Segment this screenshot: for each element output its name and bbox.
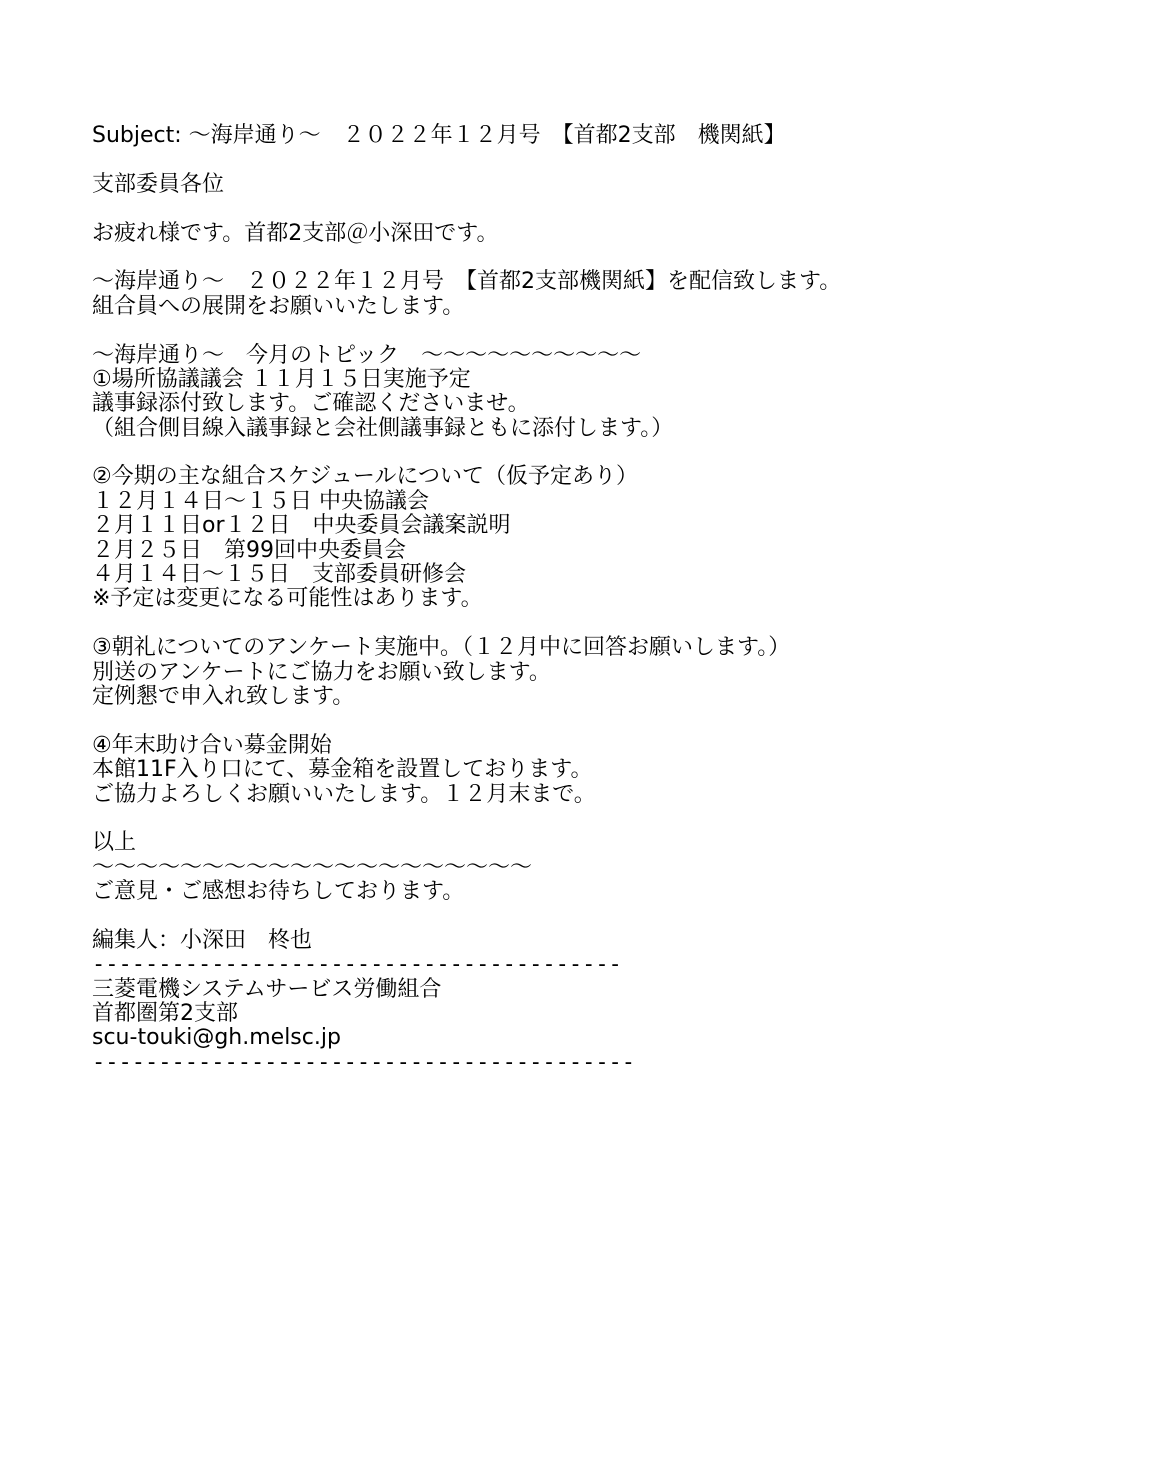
topic1-line: 議事録添付致します。ご確認くださいませ。 <box>92 391 530 417</box>
topic2-title: ②今期の主な組合スケジュールについて（仮予定あり） <box>92 464 638 490</box>
blank-line <box>92 246 1152 270</box>
signature-separator-top: ---------------------------------------- <box>92 952 622 978</box>
topic3-title: ③朝礼についてのアンケート実施中。（１２月中に回答お願いします。） <box>92 635 791 661</box>
feedback-line: ご意見・ご感想お待ちしております。 <box>92 879 465 905</box>
blank-line <box>92 197 1152 221</box>
topic1-title: ①場所協議議会 １１月１５日実施予定 <box>92 366 471 392</box>
blank-line <box>92 709 1152 733</box>
topic1-line: （組合側目線入議事録と会社側議事録ともに添付します。） <box>92 415 674 441</box>
signature-branch: 首都圏第2支部 <box>92 1001 238 1027</box>
greeting: 支部委員各位 <box>92 171 225 197</box>
topic3-line: 定例懇で申入れ致します。 <box>92 683 355 709</box>
topic4-line: ご協力よろしくお願いいたします。１２月末まで。 <box>92 781 596 807</box>
schedule-item: １２月１４日～１５日 中央協議会 <box>92 488 429 514</box>
topic4-title: ④年末助け合い募金開始 <box>92 732 332 758</box>
signature-org: 三菱電機システムサービス労働組合 <box>92 976 442 1002</box>
blank-line <box>92 148 1152 172</box>
signature-email: scu-touki@gh.melsc.jp <box>92 1025 341 1051</box>
schedule-item: ２月１１日or１２日 中央委員会議案説明 <box>92 513 511 539</box>
schedule-item: ４月１４日～１５日 支部委員研修会 <box>92 562 467 588</box>
editor-line: 編集人：小深田 柊也 <box>92 927 313 953</box>
email-subject: Subject: ～海岸通り～ ２０２２年１２月号 【首都2支部 機関紙】 <box>92 123 786 148</box>
topic4-line: 本館11F入り口にて、募金箱を設置しております。 <box>92 757 593 783</box>
blank-line <box>92 905 1152 929</box>
schedule-item: ２月２５日 第99回中央委員会 <box>92 537 406 563</box>
schedule-note: ※予定は変更になる可能性はあります。 <box>92 586 483 612</box>
topics-header: ～海岸通り～ 今月のトピック ～～～～～～～～～～ <box>92 342 642 368</box>
blank-line <box>92 807 1152 831</box>
blank-line <box>92 612 1152 636</box>
distribution-line: 組合員への展開をお願いいたします。 <box>92 293 465 319</box>
wave-divider: ～～～～～～～～～～～～～～～～～～～～ <box>92 854 533 880</box>
email-document <box>92 124 1152 1075</box>
signature-separator-bottom: ----------------------------------------- <box>92 1049 636 1075</box>
topic3-line: 別送のアンケートにご協力をお願い致します。 <box>92 659 551 685</box>
distribution-line: ～海岸通り～ ２０２２年１２月号 【首都2支部機関紙】を配信致します。 <box>92 269 842 295</box>
intro-line: お疲れ様です。首都2支部＠小深田です。 <box>92 220 499 246</box>
closing: 以上 <box>92 830 137 856</box>
blank-line <box>92 319 1152 343</box>
blank-line <box>92 441 1152 465</box>
